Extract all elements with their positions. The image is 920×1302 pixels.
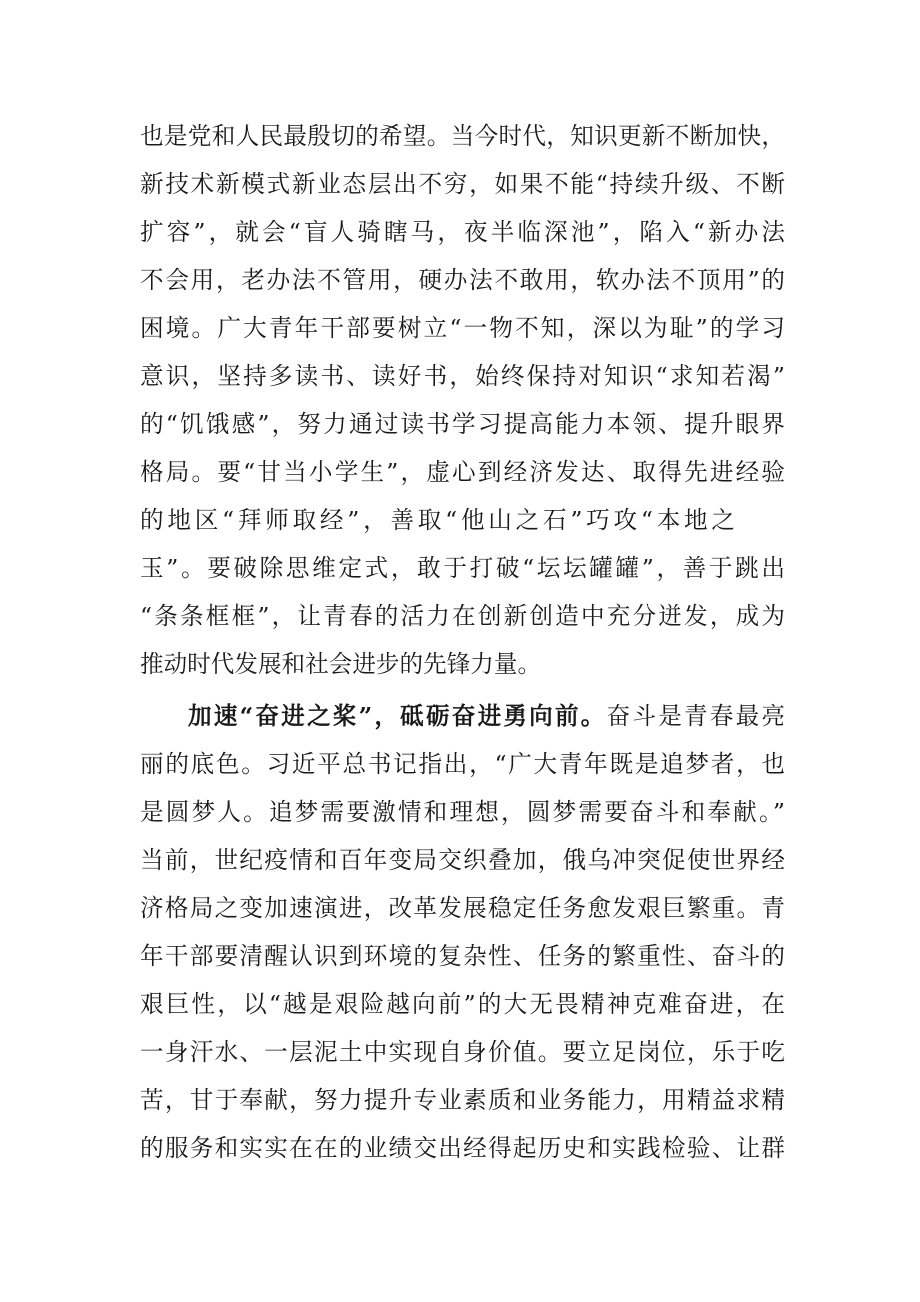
- text-line: 丽的底色。习近平总书记指出，“广大青年既是追梦者，也: [140, 750, 785, 778]
- text-line: 苦，甘于奉献，努力提升专业素质和业务能力，用精益求精: [140, 1086, 785, 1114]
- paragraph-heading: 加速“奋进之桨”，砥砺奋进勇向前。: [188, 702, 607, 730]
- text-line: 济格局之变加速演进，改革发展稳定任务愈发艰巨繁重。青: [140, 894, 785, 922]
- paragraph-first-line: [188, 696, 785, 736]
- text-line: 推动时代发展和社会进步的先锋力量。: [140, 650, 542, 678]
- text-line: 的“饥饿感”，努力通过读书学习提高能力本领、提升眼界: [140, 410, 785, 438]
- text-line: 的地区“拜师取经”，善取“他山之石”巧攻“本地之: [140, 506, 735, 534]
- text-line: 一身汗水、一层泥土中实现自身价值。要立足岗位，乐于吃: [140, 1038, 785, 1066]
- text-line: 格局。要“甘当小学生”，虚心到经济发达、取得先进经验: [140, 458, 785, 486]
- text-line: 的服务和实实在在的业绩交出经得起历史和实践检验、让群: [140, 1134, 785, 1162]
- text-line: 意识，坚持多读书、读好书，始终保持对知识“求知若渴”: [140, 362, 785, 390]
- text-line: 不会用，老办法不管用，硬办法不敢用，软办法不顶用”的: [140, 266, 785, 294]
- text-line: 是圆梦人。追梦需要激情和理想，圆梦需要奋斗和奉献。”: [140, 798, 785, 826]
- text-line: 玉”。要破除思维定式，敢于打破“坛坛罐罐”，善于跳出: [140, 554, 785, 582]
- text-span: 奋斗是青春最亮: [606, 702, 785, 730]
- text-line: 当前，世纪疫情和百年变局交织叠加，俄乌冲突促使世界经: [140, 846, 785, 874]
- text-line: “条条框框”，让青春的活力在创新创造中充分迸发，成为: [140, 602, 785, 630]
- text-line: 艰巨性，以“越是艰险越向前”的大无畏精神克难奋进，在: [140, 990, 785, 1018]
- text-line: 年干部要清醒认识到环境的复杂性、任务的繁重性、奋斗的: [140, 942, 785, 970]
- text-line: 扩容”，就会“盲人骑瞎马，夜半临深池”，陷入“新办法: [140, 218, 785, 246]
- text-line: 新技术新模式新业态层出不穷，如果不能“持续升级、不断: [140, 170, 785, 198]
- text-line: 也是党和人民最殷切的希望。当今时代，知识更新不断加快，: [140, 122, 785, 150]
- text-line: 困境。广大青年干部要树立“一物不知，深以为耻”的学习: [140, 314, 785, 342]
